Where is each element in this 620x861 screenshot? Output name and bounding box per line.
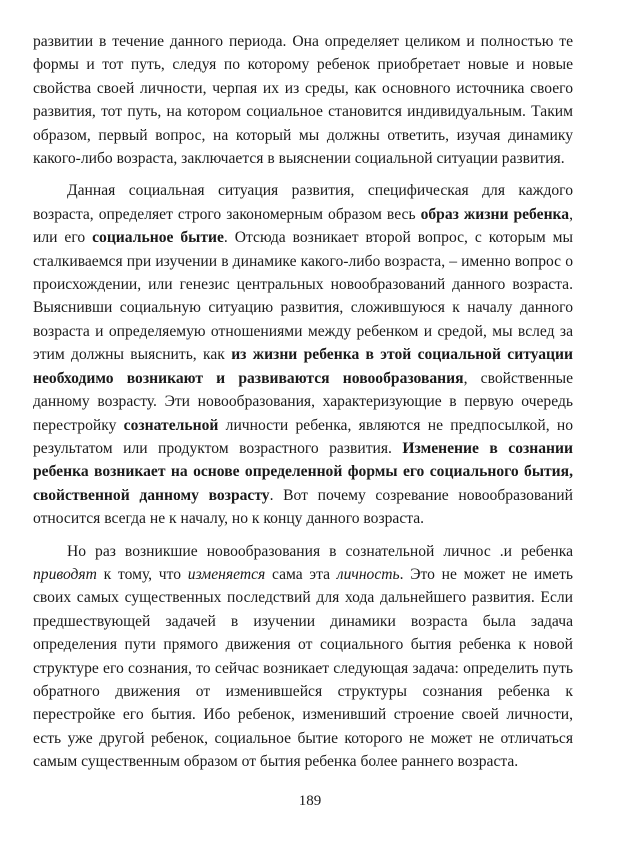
paragraph-2 [33,179,573,530]
p2-text-4: , свойственные данному возрасту. Эти новообразования, характеризующие в первую очередь перестройку [33,369,573,434]
p2-text-1: Данная социальная ситуация развития, специфическая для каждого возраста, определяет строго закономерным образом весь [33,182,573,223]
p2-bold-2: социальное бытие [92,229,224,247]
p3-text-2: к тому, что [96,565,188,583]
paragraph-1 [33,30,573,170]
p2-text-3: . Отсюда возникает второй вопрос, с которым мы сталкиваемся при изучении в динамике какого-либо возраста, – именно вопрос о происхождении, или генезис центральных новообразований данного возраста. Выяснивши социальную ситуацию развития, сложившуюся к началу данного возраста и определяемую отношениями между ребенком и средой, мы вслед за этим должны выяснить, как [33,229,573,364]
p2-text-5: личности ребенка, являются не предпосылкой, но результатом или продуктом возрастного развития. [33,416,574,457]
paragraph-3 [33,540,573,774]
p3-text-4: . Это не может не иметь своих самых существенных последствий для хода дальнейшего развития. Если предшествующей задачей в изучении динамики возраста была задача определения пути прямого движения от социального бытия ребенка к новой структуре его сознания, то сейчас возникает следующая задача: определить путь обратного движения от изменившейся структуры сознания ребенка к перестройке его бытия. Ибо ребенок, изменивший строение своей личности, есть уже другой ребенок, социальное бытие которого не может не отличаться самым существенным образом от бытия ребенка более раннего возраста. [33,565,574,771]
p3-italic-3: личность [336,565,400,583]
p3-italic-2: изменяется [187,565,266,583]
p2-bold-3: из жизни ребенка в этой социальной ситуации необходимо возникают и развиваются новообразования [33,346,573,387]
main-text [33,30,573,774]
page-number: 189 [298,793,322,809]
paragraph-1-text: развитии в течение данного периода. Она определяет целиком и полностью те формы и тот путь, следуя по которому ребенок приобретает новые и новые свойства своей личности, черпая их из среды, как основного источника своего развития, тот путь, на котором социальное становится индивидуальным. Таким образом, первый вопрос, на который мы должны ответить, изучая динамику какого-либо возраста, заключается в выяснении социальной ситуации развития. [33,33,573,168]
p2-text-6: . Вот почему созревание новообразований относится всегда не к началу, но к концу данного возраста. [33,486,573,528]
p3-text-3: сама эта [265,565,337,583]
p2-text-2: , или его [33,205,574,247]
p3-text-1: Но раз возникшие новообразования в сознательной личнос .и ребенка [67,542,573,560]
p2-bold-1: образ жизни ребенка [420,205,570,223]
p3-italic-1: приводят [33,565,97,583]
p2-bold-5: Изменение в сознании ребенка возникает на основе определенной формы его социального бытия, свойственной данному возрасту [33,439,573,504]
p2-bold-4: сознательной [123,416,219,434]
